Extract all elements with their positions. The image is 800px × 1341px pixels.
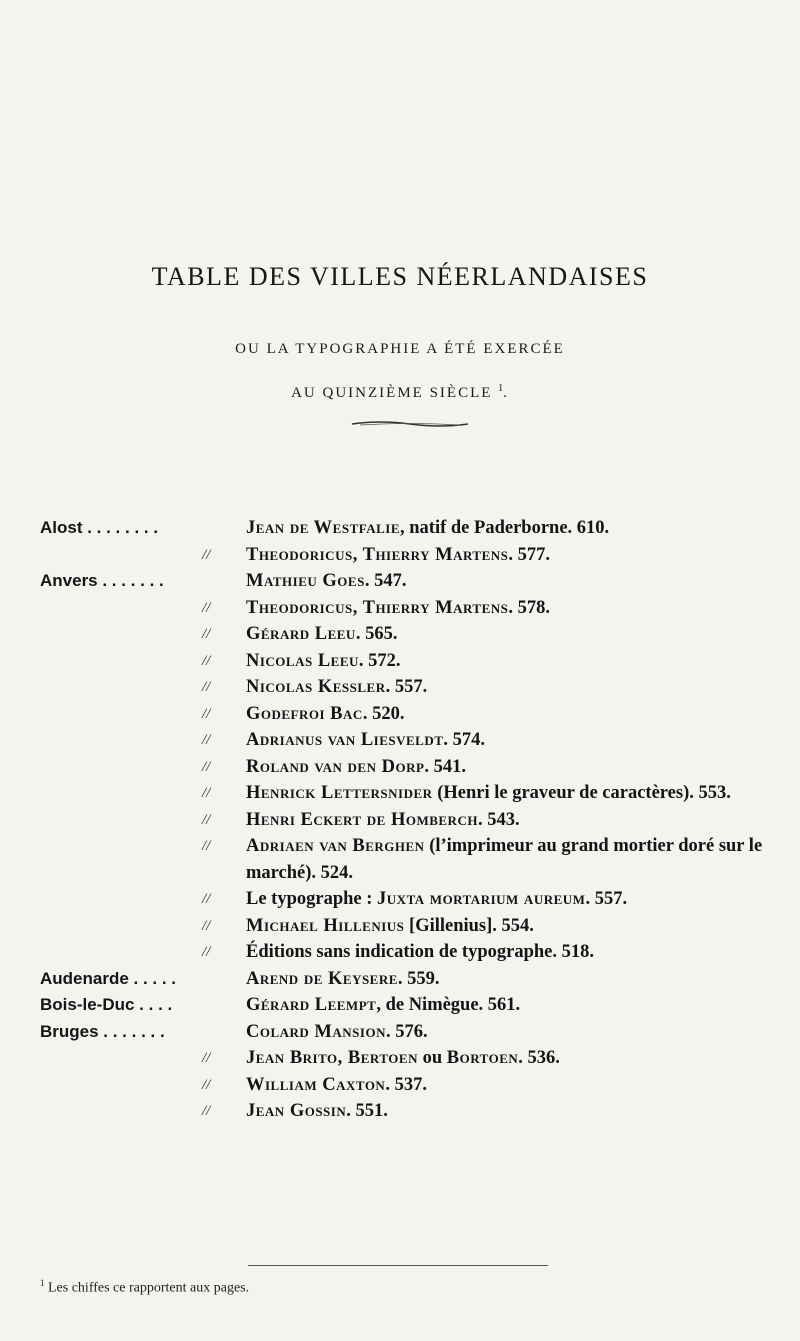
subtitle-line-2: AU QUINZIÈME SIÈCLE $^1$. bbox=[291, 383, 509, 401]
ditto-mark: // bbox=[202, 891, 211, 907]
printer-name: Mathieu Goes bbox=[246, 571, 365, 591]
entry-detail: . 577. bbox=[508, 544, 550, 565]
printer-name: Gérard Leeu bbox=[246, 624, 356, 644]
entry-detail: (Henri le graveur de caractères). 553. bbox=[432, 783, 731, 803]
entry-detail: . 557. bbox=[585, 889, 628, 909]
ditto-mark: // bbox=[202, 785, 211, 801]
ditto-mark: // bbox=[202, 599, 211, 616]
table-row bbox=[0, 780, 800, 807]
ditto-mark: // bbox=[202, 944, 211, 960]
city-name: Bruges . . . . . . . bbox=[40, 1021, 165, 1041]
city-name: Alost . . . . . . . . bbox=[40, 518, 159, 537]
table-row bbox=[0, 886, 800, 913]
table-row bbox=[0, 515, 800, 542]
printer-name: Juxta mortarium aureum bbox=[377, 889, 586, 909]
printer-entry bbox=[246, 621, 766, 648]
table-row bbox=[0, 966, 800, 993]
entry-detail: [Gillenius]. 554. bbox=[404, 915, 534, 936]
printer-name: Gérard Leempt bbox=[246, 995, 377, 1015]
entry-detail: . 574. bbox=[443, 730, 486, 750]
printer-entry bbox=[246, 542, 766, 569]
printer-name: Nicolas Kessler bbox=[246, 677, 386, 697]
table-row bbox=[0, 727, 800, 754]
city-table bbox=[0, 515, 800, 1125]
footnote-marker: 1 bbox=[40, 1278, 45, 1288]
footnote bbox=[40, 1278, 740, 1297]
entry-detail: . 520. bbox=[362, 703, 405, 724]
entry-detail: . 551. bbox=[346, 1101, 388, 1121]
printer-entry bbox=[246, 648, 766, 675]
printer-entry bbox=[246, 966, 766, 993]
subtitle-line-1: OU LA TYPOGRAPHIE A ÉTÉ EXERCÉE bbox=[235, 341, 565, 357]
entry-detail: . 541. bbox=[424, 756, 467, 777]
city-name: Anvers . . . . . . . bbox=[40, 571, 164, 590]
printer-name: William Caxton bbox=[246, 1074, 386, 1095]
footnote-reference: 1 bbox=[498, 383, 504, 394]
table-row bbox=[0, 913, 800, 940]
printer-entry bbox=[246, 727, 766, 754]
printer-entry bbox=[246, 674, 766, 701]
entry-detail: . 559. bbox=[397, 968, 440, 989]
entry-detail: , natif de Paderborne. 610. bbox=[400, 518, 610, 538]
city-name: Audenarde . . . . . bbox=[40, 968, 177, 988]
printer-name: Henrick Lettersnider bbox=[246, 783, 433, 803]
entry-detail: ou bbox=[417, 1048, 447, 1068]
table-row bbox=[0, 939, 800, 966]
table-row bbox=[0, 833, 800, 886]
ditto-mark: // bbox=[202, 626, 211, 642]
printer-entry bbox=[246, 568, 766, 595]
printer-entry bbox=[246, 780, 766, 807]
table-row bbox=[0, 542, 800, 569]
ditto-mark: // bbox=[202, 1050, 211, 1066]
ornament-rule-icon bbox=[350, 418, 470, 430]
ditto-mark: // bbox=[202, 1076, 211, 1093]
subtitle-line-2-text: AU QUINZIÈME SIÈCLE bbox=[291, 385, 493, 401]
entry-detail: . 537. bbox=[385, 1074, 427, 1095]
page-title: TABLE DES VILLES NÉERLANDAISES bbox=[151, 262, 649, 291]
ditto-mark: // bbox=[202, 758, 211, 775]
ditto-mark: // bbox=[202, 732, 211, 748]
printer-entry bbox=[246, 1045, 766, 1072]
printer-entry bbox=[246, 1098, 766, 1125]
printer-name: Theodoricus, Thierry Martens bbox=[246, 597, 509, 618]
printer-name: Theodoricus, Thierry Martens bbox=[246, 544, 509, 565]
printer-entry bbox=[246, 595, 766, 622]
table-row bbox=[0, 1045, 800, 1072]
printer-entry bbox=[246, 833, 766, 886]
printer-name: Jean Brito, Bertoen bbox=[246, 1048, 418, 1068]
printer-entry bbox=[246, 515, 766, 542]
ditto-mark: // bbox=[202, 811, 211, 828]
entry-detail: . 576. bbox=[385, 1021, 428, 1042]
printer-entry bbox=[246, 886, 766, 913]
printer-entry bbox=[246, 939, 766, 966]
ditto-mark: // bbox=[202, 1103, 211, 1119]
table-row bbox=[0, 992, 800, 1019]
entry-detail: . 572. bbox=[358, 650, 401, 671]
table-row bbox=[0, 701, 800, 728]
printer-name: Jean de Westfalie bbox=[246, 518, 401, 538]
printer-entry bbox=[246, 1019, 766, 1046]
printer-name: Henri Eckert de Homberch bbox=[246, 809, 478, 830]
entry-detail: . 547. bbox=[364, 571, 407, 591]
table-row bbox=[0, 621, 800, 648]
ditto-mark: // bbox=[202, 838, 211, 854]
table-row bbox=[0, 674, 800, 701]
printer-entry bbox=[246, 701, 766, 728]
table-row bbox=[0, 648, 800, 675]
entry-detail: . 565. bbox=[355, 624, 398, 644]
printer-name: Adriaen van Berghen bbox=[246, 836, 425, 856]
footnote-divider bbox=[248, 1265, 548, 1266]
entry-detail: Éditions sans indication de typographe. 518. bbox=[246, 942, 594, 962]
printer-name: Nicolas Leeu bbox=[246, 650, 359, 671]
table-row bbox=[0, 568, 800, 595]
printer-name: Roland van den Dorp bbox=[246, 756, 425, 777]
entry-detail: , de Nimègue. 561. bbox=[376, 995, 521, 1015]
table-row bbox=[0, 1072, 800, 1099]
ditto-mark: // bbox=[202, 546, 211, 563]
printer-name: Arend de Keysere bbox=[246, 968, 398, 989]
ditto-mark: // bbox=[202, 705, 211, 722]
table-row bbox=[0, 595, 800, 622]
printer-name-alt: Bortoen bbox=[446, 1048, 519, 1068]
printer-name: Michael Hillenius bbox=[246, 915, 405, 936]
printer-name: Colard Mansion bbox=[246, 1021, 386, 1042]
entry-detail: (l’imprimeur au grand mortier doré sur le marché). 524. bbox=[246, 836, 763, 883]
printer-name: Jean Gossin bbox=[246, 1101, 347, 1121]
entry-detail-2: . 536. bbox=[518, 1048, 560, 1068]
table-row bbox=[0, 807, 800, 834]
entry-detail: . 557. bbox=[385, 677, 428, 697]
printer-entry bbox=[246, 1072, 766, 1099]
printer-name: Godefroi Bac bbox=[246, 703, 363, 724]
ditto-mark: // bbox=[202, 679, 211, 695]
entry-detail: . 578. bbox=[508, 597, 550, 618]
footnote-text: Les chiffes ce rapportent aux pages. bbox=[48, 1280, 250, 1296]
table-row bbox=[0, 1098, 800, 1125]
printer-entry bbox=[246, 992, 766, 1019]
printer-entry bbox=[246, 754, 766, 781]
printer-entry bbox=[246, 913, 766, 940]
entry-prefix: Le typographe : bbox=[246, 889, 378, 909]
ditto-mark: // bbox=[202, 652, 211, 669]
printer-name: Adrianus van Liesveldt bbox=[246, 730, 444, 750]
entry-detail: . 543. bbox=[477, 809, 520, 830]
table-row bbox=[0, 754, 800, 781]
printer-entry bbox=[246, 807, 766, 834]
ditto-mark: // bbox=[202, 917, 211, 934]
city-name: Bois-le-Duc . . . . bbox=[40, 995, 173, 1014]
table-row bbox=[0, 1019, 800, 1046]
